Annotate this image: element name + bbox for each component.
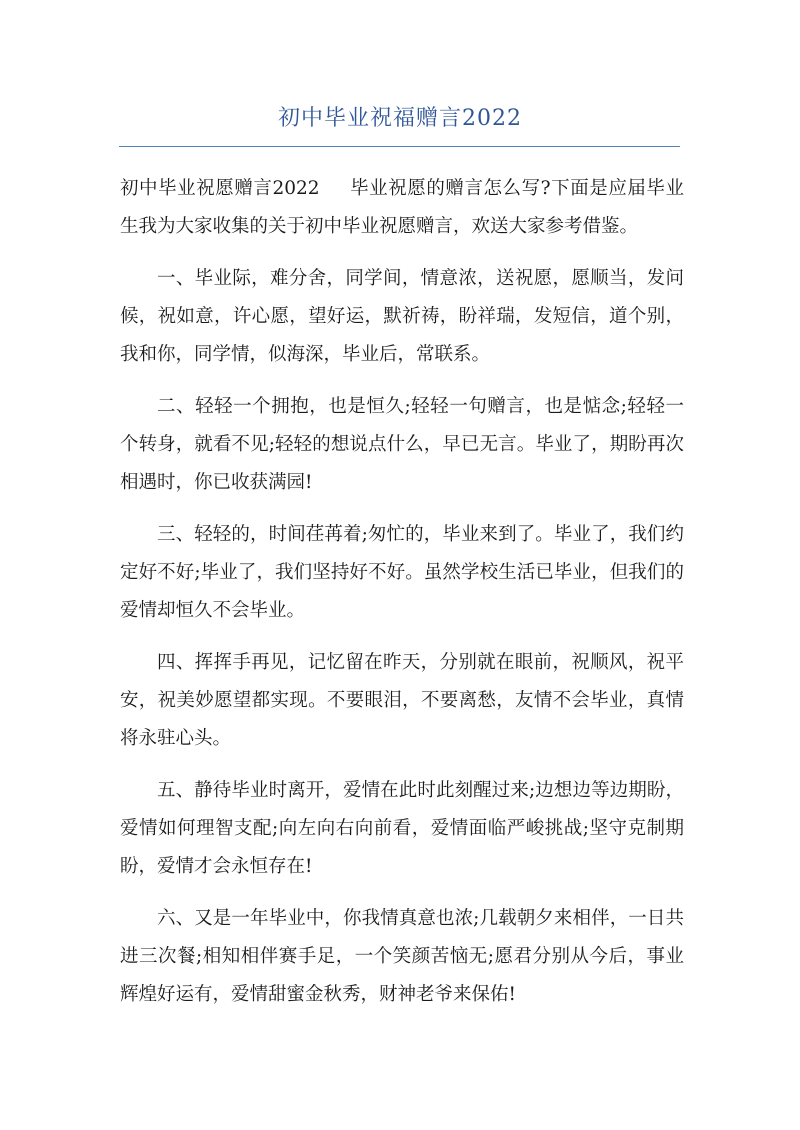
paragraph-1: 一、毕业际，难分舍，同学间，情意浓，送祝愿，愿顺当，发问候，祝如意，许心愿，望好运，默祈祷，盼祥瑞，发短信，道个别，我和你，同学情，似海深，毕业后，常联系。 [120, 268, 684, 365]
paragraph-2: 二、轻轻一个拥抱，也是恒久;轻轻一句赠言，也是惦念;轻轻一个转身，就看不见;轻轻的想说点什么，早已无言。毕业了，期盼再次相遇时，你已收获满园! [120, 396, 684, 493]
paragraph-4: 四、挥挥手再见，记忆留在昨天，分别就在眼前，祝顺风，祝平安，祝美妙愿望都实现。不要眼泪，不要离愁，友情不会毕业，真情将永驻心头。 [120, 652, 684, 749]
paragraph-5: 五、静待毕业时离开，爱情在此时此刻醒过来;边想边等边期盼，爱情如何理智支配;向左向右向前看，爱情面临严峻挑战;坚守克制期盼，爱情才会永恒存在! [120, 780, 684, 877]
intro-paragraph [120, 170, 684, 246]
paragraph-6: 六、又是一年毕业中，你我情真意也浓;几载朝夕来相伴，一日共进三次餐;相知相伴赛手足，一个笑颜苦恼无;愿君分别从今后，事业辉煌好运有，爱情甜蜜金秋秀，财神老爷来保佑! [120, 908, 684, 1005]
intro-heading: 初中毕业祝愿赠言2022 [120, 178, 320, 199]
paragraph-3: 三、轻轻的，时间荏苒着;匆忙的，毕业来到了。毕业了，我们约定好不好;毕业了，我们坚持好不好。虽然学校生活已毕业，但我们的爱情却恒久不会毕业。 [120, 524, 684, 621]
document-title: 初中毕业祝福赠言2022 [278, 106, 522, 131]
title-underline [119, 146, 680, 147]
intro-text: 毕业祝愿的赠言怎么写?下面是应届毕业生我为大家收集的关于初中毕业祝愿赠言，欢送大家参考借鉴。 [120, 178, 684, 237]
document-body [120, 170, 684, 1028]
